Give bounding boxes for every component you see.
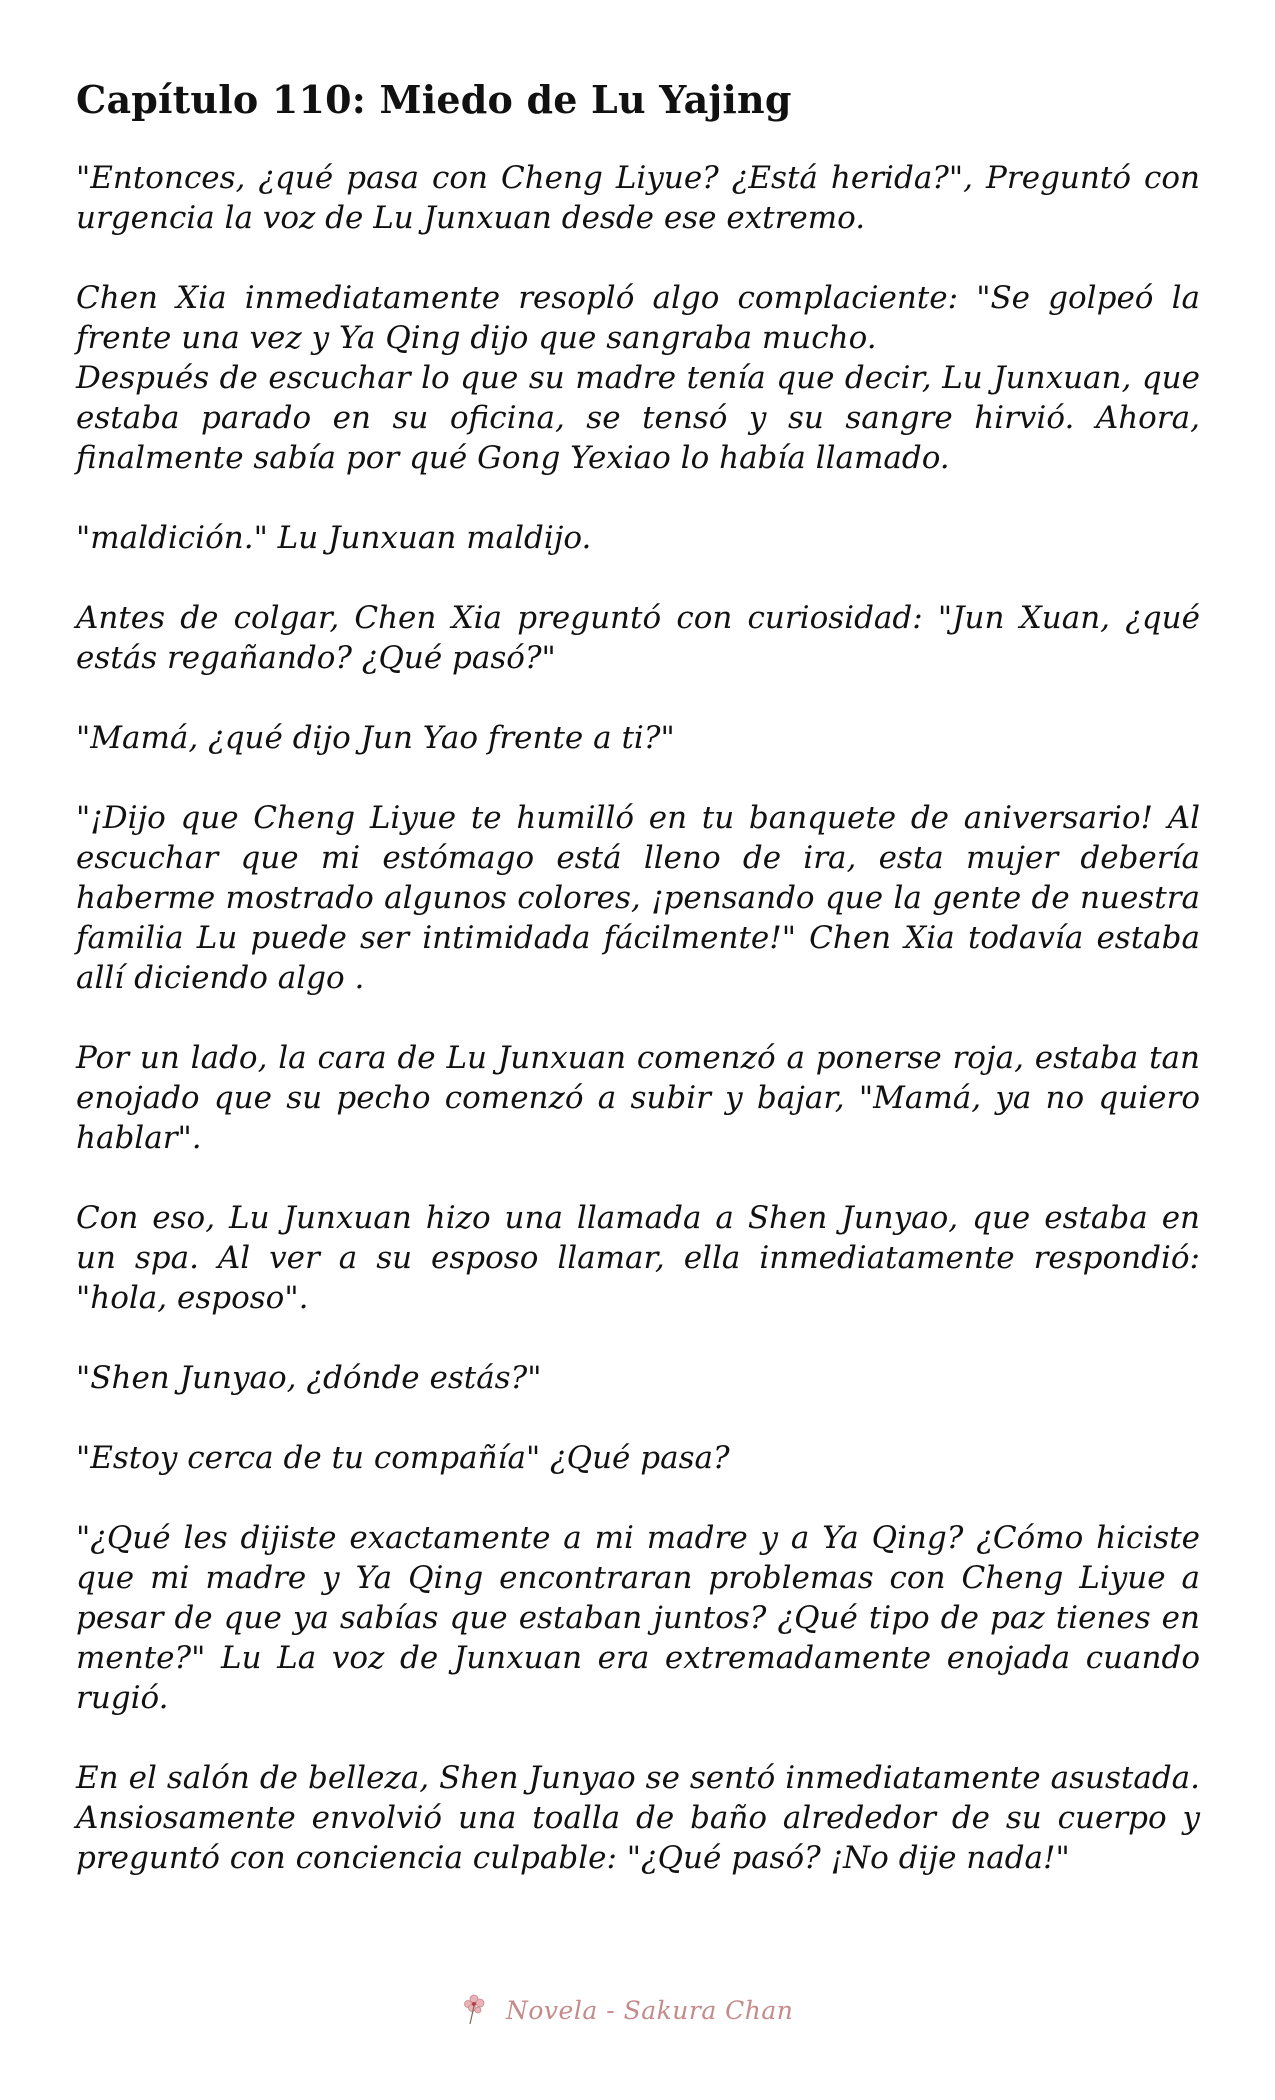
paragraph xyxy=(76,1758,1200,1878)
paragraph-text: "¿Qué les dijiste exactamente a mi madre y a Ya Qing? ¿Cómo hiciste que mi madre y Ya Qing encontraran problemas con Cheng Liyue a pesar de que ya sabías que estaban juntos? ¿Qué tipo de paz tienes en mente?" Lu La voz de Junxuan era extremadamente enojada cuando rugió. xyxy=(76,1520,1200,1716)
paragraph xyxy=(76,598,1200,678)
paragraph xyxy=(76,798,1200,998)
paragraph-text: Por un lado, la cara de Lu Junxuan comenzó a ponerse roja, estaba tan enojado que su pecho comenzó a subir y bajar, "Mamá, ya no quiero hablar". xyxy=(76,1040,1200,1156)
watermark-text: Novela - Sakura Chan xyxy=(506,1995,794,2025)
paragraph xyxy=(76,158,1200,238)
paragraph-text: Antes de colgar, Chen Xia preguntó con curiosidad: "Jun Xuan, ¿qué estás regañando? ¿Qué pasó?" xyxy=(76,600,1200,676)
paragraph-text: "¡Dijo que Cheng Liyue te humilló en tu banquete de aniversario! Al escuchar que mi estómago está lleno de ira, esta mujer debería haberme mostrado algunos colores, ¡pensando que la gente de nuestra familia Lu puede ser intimidada fácilmente!" Chen Xia todavía estaba allí diciendo algo . xyxy=(76,800,1200,996)
paragraph-text: En el salón de belleza, Shen Junyao se sentó inmediatamente asustada. Ansiosamente envolvió una toalla de baño alrededor de su cuerpo y preguntó con conciencia culpable: "¿Qué pasó? ¡No dije nada!" xyxy=(76,1760,1200,1876)
watermark xyxy=(460,1990,840,2030)
paragraph xyxy=(76,1438,1200,1478)
paragraph-text: "maldición." Lu Junxuan maldijo. xyxy=(76,520,592,556)
paragraph xyxy=(76,1518,1200,1718)
paragraph-text: "Entonces, ¿qué pasa con Cheng Liyue? ¿Está herida?", Preguntó con urgencia la voz de Lu Junxuan desde ese extremo. xyxy=(76,160,1200,236)
chapter-body xyxy=(76,158,1200,1878)
paragraph-text: "Mamá, ¿qué dijo Jun Yao frente a ti?" xyxy=(76,720,675,756)
paragraph xyxy=(76,278,1200,478)
chapter-title: Capítulo 110: Miedo de Lu Yajing xyxy=(76,77,792,122)
paragraph-text: "Estoy cerca de tu compañía" ¿Qué pasa? xyxy=(76,1440,730,1476)
paragraph-text: Chen Xia inmediatamente resopló algo complaciente: "Se golpeó la frente una vez y Ya Qing dijo que sangraba mucho. xyxy=(76,280,1200,356)
paragraph-text: Después de escuchar lo que su madre tenía que decir, Lu Junxuan, que estaba parado en su oficina, se tensó y su sangre hirvió. Ahora, finalmente sabía por qué Gong Yexiao lo había llamado. xyxy=(76,360,1200,476)
paragraph xyxy=(76,518,1200,558)
paragraph xyxy=(76,718,1200,758)
paragraph-text: "Shen Junyao, ¿dónde estás?" xyxy=(76,1360,542,1396)
paragraph xyxy=(76,1038,1200,1158)
paragraph-text: Con eso, Lu Junxuan hizo una llamada a Shen Junyao, que estaba en un spa. Al ver a su esposo llamar, ella inmediatamente respondió: "hola, esposo". xyxy=(76,1200,1200,1316)
paragraph xyxy=(76,1358,1200,1398)
paragraph xyxy=(76,1198,1200,1318)
sakura-flower-icon xyxy=(460,1990,500,2030)
